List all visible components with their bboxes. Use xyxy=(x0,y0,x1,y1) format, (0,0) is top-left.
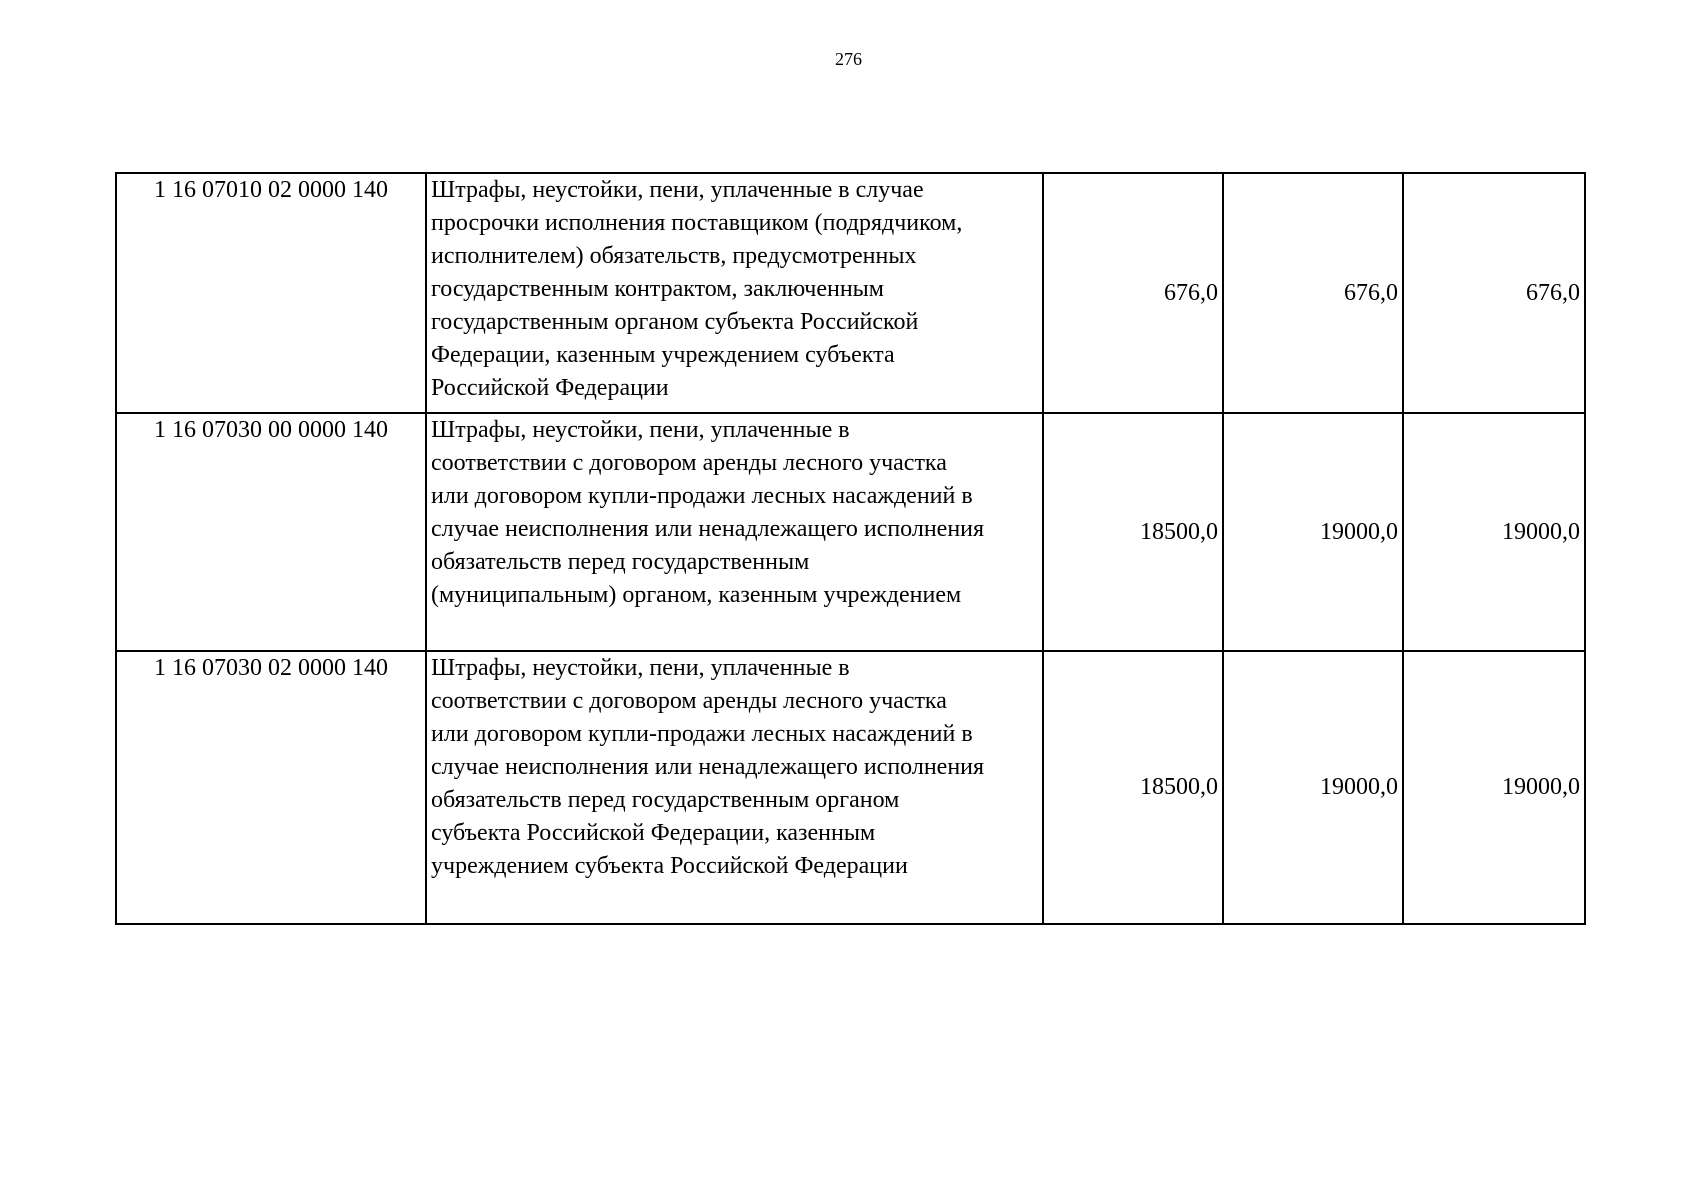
description-line: случае неисполнения или ненадлежащего исполнения xyxy=(431,516,985,542)
table-row xyxy=(116,651,1585,924)
amount-cell: 19000,0 xyxy=(1223,413,1403,651)
description-cell xyxy=(426,173,1043,413)
amount-cell: 19000,0 xyxy=(1403,413,1585,651)
description-cell xyxy=(426,413,1043,651)
amount-cell: 676,0 xyxy=(1403,173,1585,413)
description-line: исполнителем) обязательств, предусмотренных xyxy=(431,243,917,269)
amount-cell: 676,0 xyxy=(1043,173,1223,413)
description-line: просрочки исполнения поставщиком (подрядчиком, xyxy=(431,210,963,236)
amount-cell: 19000,0 xyxy=(1223,651,1403,924)
description-line: обязательств перед государственным органом xyxy=(431,787,900,813)
description-line: случае неисполнения или ненадлежащего исполнения xyxy=(431,754,985,780)
amount-cell: 19000,0 xyxy=(1403,651,1585,924)
description-line: или договором купли-продажи лесных насаждений в xyxy=(431,483,973,509)
description-line: обязательств перед государственным xyxy=(431,549,810,575)
budget-code-cell: 1 16 07010 02 0000 140 xyxy=(116,173,426,413)
page-number: 276 xyxy=(835,49,862,69)
description-line: (муниципальным) органом, казенным учреждением xyxy=(431,582,962,608)
amount-cell: 18500,0 xyxy=(1043,651,1223,924)
description-line: государственным органом субъекта Российской xyxy=(431,309,919,335)
description-line: государственным контрактом, заключенным xyxy=(431,276,884,302)
description-line: Штрафы, неустойки, пени, уплаченные в xyxy=(431,417,850,443)
description-line: учреждением субъекта Российской Федерации xyxy=(431,853,908,879)
table-row xyxy=(116,173,1585,413)
description-line: Штрафы, неустойки, пени, уплаченные в случае xyxy=(431,177,924,203)
budget-code-cell: 1 16 07030 00 0000 140 xyxy=(116,413,426,651)
amount-cell: 676,0 xyxy=(1223,173,1403,413)
description-line: соответствии с договором аренды лесного участка xyxy=(431,450,947,476)
budget-revenue-table xyxy=(115,172,1586,925)
description-line: субъекта Российской Федерации, казенным xyxy=(431,820,876,846)
table-row xyxy=(116,413,1585,651)
amount-cell: 18500,0 xyxy=(1043,413,1223,651)
description-line: Российской Федерации xyxy=(431,375,669,401)
budget-code-cell: 1 16 07030 02 0000 140 xyxy=(116,651,426,924)
description-cell xyxy=(426,651,1043,924)
description-line: или договором купли-продажи лесных насаждений в xyxy=(431,721,973,747)
description-line: Федерации, казенным учреждением субъекта xyxy=(431,342,895,368)
description-line: Штрафы, неустойки, пени, уплаченные в xyxy=(431,655,850,681)
description-line: соответствии с договором аренды лесного участка xyxy=(431,688,947,714)
